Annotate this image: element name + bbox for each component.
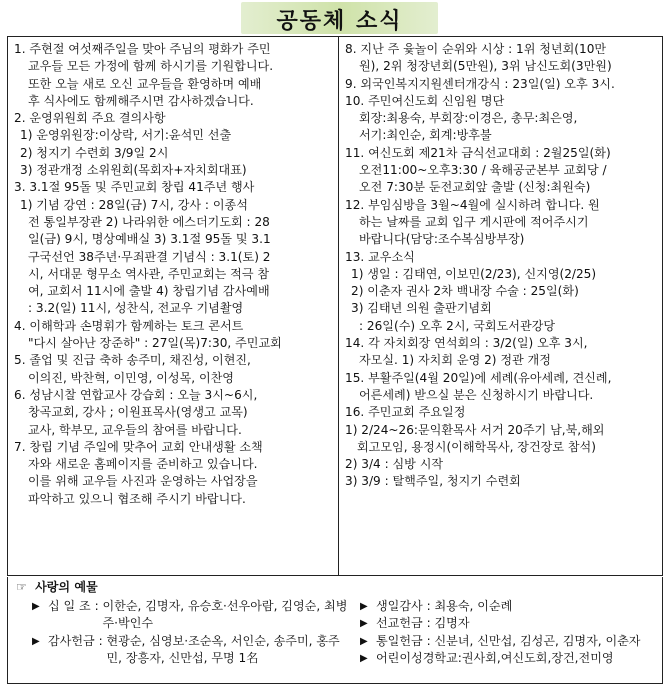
line: 시, 서대문 형무소 역사관, 주민교회는 적극 참: [28, 266, 270, 281]
offering-label: 선교헌금 :: [376, 616, 435, 631]
news-item-5: [14, 352, 332, 387]
line: 8. 지난 주 윷놀이 순위와 시상 : 1위 청년회(10만: [345, 42, 607, 56]
news-item-11: [345, 145, 655, 197]
line: 창곡교회, 강사 ; 이원표목사(영생고 교목): [28, 405, 248, 420]
line: 2. 운영위원회 주요 결의사항: [14, 111, 166, 126]
news-item-13: [345, 249, 655, 335]
line: 여, 교회서 11시에 출발 4) 창립기념 감사예배: [28, 284, 270, 299]
line: 파악하고 있으니 협조해 주시기 바랍니다.: [28, 491, 246, 506]
news-item-1: [14, 41, 332, 110]
line: 후 식사에도 함께해주시면 감사하겠습니다.: [28, 93, 254, 108]
title-banner: [0, 0, 672, 38]
news-item-16: [345, 404, 655, 490]
left-column: [8, 37, 339, 575]
line: 3) 정관개정 소위원회(목회자+자치회대표): [20, 163, 247, 178]
offering-label: 통일헌금 :: [376, 633, 435, 648]
right-column: [339, 37, 661, 575]
pointing-hand-icon: ☞: [16, 580, 27, 594]
offerings-title: 사랑의 예물: [35, 580, 98, 594]
line: 교우들 모든 가정에 함께 하시기를 기원합니다.: [28, 59, 274, 74]
line: 14. 각 자치회장 연석회의 : 3/2(일) 오후 3시,: [345, 336, 588, 351]
line: 4. 이해학과 손명휘가 함께하는 토크 콘서트: [14, 318, 244, 333]
line: 1) 생일 : 김태연, 이보민(2/23), 신지영(2/25): [351, 266, 597, 281]
line: 하는 날짜를 교회 입구 게시판에 적어주시기: [359, 214, 589, 229]
offering-row-tithe: [32, 598, 352, 633]
news-item-3: [14, 179, 332, 317]
offering-names: 어린이성경학교:권사회,여신도회,장건,전미영: [376, 650, 614, 665]
line: 자와 새로운 홈페이지를 준비하고 있습니다.: [28, 457, 258, 472]
offering-row-unification: [360, 633, 658, 650]
news-item-14: [345, 335, 655, 370]
line: "다시 살아난 장준하" : 27일(목)7:30, 주민교회: [28, 336, 282, 351]
line: 13. 교우소식: [345, 249, 415, 264]
offering-names: 신분녀, 신만섭, 김성곤, 김명자, 이춘자: [434, 633, 641, 648]
line: 11. 여신도회 제21차 금식선교대회 : 2월25일(화): [345, 145, 611, 160]
line: 2) 3/4 : 심방 시작: [345, 457, 444, 472]
triangle-bullet-icon: ▶: [360, 618, 368, 630]
offering-label: 십 일 조 :: [48, 599, 103, 613]
line: 서기:최인순, 회계:방후불: [359, 128, 492, 143]
news-item-8: [345, 41, 655, 76]
line: 회장:최용숙, 부회장:이경은, 총무:최은영,: [359, 111, 578, 126]
offering-row-mission: [360, 615, 658, 632]
offerings-heading: [16, 579, 98, 596]
line: 7. 창립 기념 주일에 맞추어 교회 안내생활 소책: [14, 439, 263, 454]
triangle-bullet-icon: ▶: [32, 601, 40, 612]
line: 또한 오늘 새로 오신 교우들을 환영하며 예배: [28, 76, 262, 91]
news-item-2: [14, 110, 332, 179]
triangle-bullet-icon: ▶: [32, 635, 40, 647]
triangle-bullet-icon: ▶: [360, 601, 368, 612]
line: 1) 기념 강연 : 28일(금) 7시, 강사 : 이종석: [20, 197, 248, 212]
news-board: [7, 36, 663, 576]
line: 9. 외국인복지지원센터개강식 : 23일(일) 오후 3시.: [345, 76, 615, 91]
line: 12. 부임심방을 3월~4월에 실시하려 합니다. 원: [345, 197, 600, 212]
offering-row-thanks: [32, 633, 352, 668]
line: 15. 부활주일(4월 20일)에 세례(유아세례, 견신례,: [345, 370, 612, 385]
line: 회고모임, 용정시(이해학목사, 장건장로 참석): [357, 439, 596, 454]
line: : 26일(수) 오후 2시, 국회도서관강당: [359, 318, 556, 333]
offering-label: 생일감사 :: [376, 599, 435, 613]
line: 6. 성남시찰 연합교사 강습회 : 오늘 3시~6시,: [14, 387, 258, 402]
offering-label: 감사헌금 :: [48, 633, 107, 648]
triangle-bullet-icon: ▶: [360, 635, 368, 647]
line: 3. 3.1절 95돌 및 주민교회 창립 41주년 행사: [14, 180, 255, 195]
offering-row-vbs: [360, 650, 658, 667]
news-item-9: [345, 76, 655, 93]
line: 일(금) 9시, 명상예배실 3) 3.1절 95돌 및 3.1: [28, 232, 271, 247]
offerings-right: [360, 598, 658, 667]
page-title: 공동체 소식: [276, 9, 403, 34]
line: 5. 졸업 및 진급 축하 송주미, 채진성, 이현진,: [14, 353, 251, 368]
line: 전 통일부장관 2) 나라위한 에스더기도회 : 28: [28, 214, 270, 229]
line: 10. 주민여신도회 신임원 명단: [345, 93, 505, 108]
line: 바랍니다(담당:조수복심방부장): [359, 232, 525, 247]
line: 자모실. 1) 자치회 운영 2) 정관 개정: [359, 353, 551, 368]
offering-names: 현광순, 심영보·조순옥, 서인순, 송주미, 홍주민, 장흥자, 신만섭, 무명 1名: [106, 633, 340, 665]
line: 원), 2위 청장년회(5만원), 3위 남신도회(3만원): [359, 59, 612, 74]
line: 1) 2/24~26:문익환목사 서거 20주기 남,북,해외: [345, 422, 605, 437]
line: 2) 청지기 수련회 3/9일 2시: [20, 145, 169, 160]
line: 3) 3/9 : 탈핵주일, 청지기 수련회: [345, 474, 521, 489]
line: 교사, 학부모, 교우들의 참여를 바랍니다.: [28, 422, 242, 437]
offering-names: 김명자: [434, 616, 470, 631]
offerings-left: [32, 598, 352, 667]
offering-names: 이한순, 김명자, 유승호·선우아람, 김영순, 최병주·박인수: [102, 599, 348, 631]
offering-row-birthday: [360, 598, 658, 615]
offerings-section: [7, 577, 663, 684]
news-item-4: [14, 318, 332, 353]
news-item-7: [14, 439, 332, 508]
line: 어른세례) 받으실 분은 신청하시기 바랍니다.: [359, 387, 594, 402]
line: 이를 위해 교우들 사진과 운영하는 사업장을: [28, 474, 258, 489]
news-item-12: [345, 197, 655, 249]
line: 1) 운영위원장:이상락, 서기:윤석민 선출: [20, 128, 232, 143]
line: 오전11:00~오후3:30 / 육해공군본부 교회당 /: [359, 163, 607, 178]
line: 이의진, 박찬혁, 이민영, 이성목, 이찬영: [28, 370, 234, 385]
news-item-10: [345, 93, 655, 145]
line: : 3.2(일) 11시, 성찬식, 전교우 기념촬영: [28, 301, 244, 316]
line: 16. 주민교회 주요일정: [345, 405, 466, 420]
triangle-bullet-icon: ▶: [360, 652, 368, 664]
line: 2) 이춘자 권사 2차 백내장 수술 : 25일(화): [351, 284, 579, 299]
line: 3) 김태년 의원 출판기념회: [351, 301, 492, 316]
news-item-15: [345, 370, 655, 405]
line: 오전 7:30분 둔전교회앞 출발 (신청:최원숙): [359, 180, 591, 195]
offering-names: 최용숙, 이순례: [434, 599, 513, 613]
news-item-6: [14, 387, 332, 439]
line: 구국선언 38주년·무죄판결 기념식 : 3.1(토) 2: [28, 249, 271, 264]
line: 1. 주현절 여섯째주일을 맞아 주님의 평화가 주민: [14, 42, 271, 56]
